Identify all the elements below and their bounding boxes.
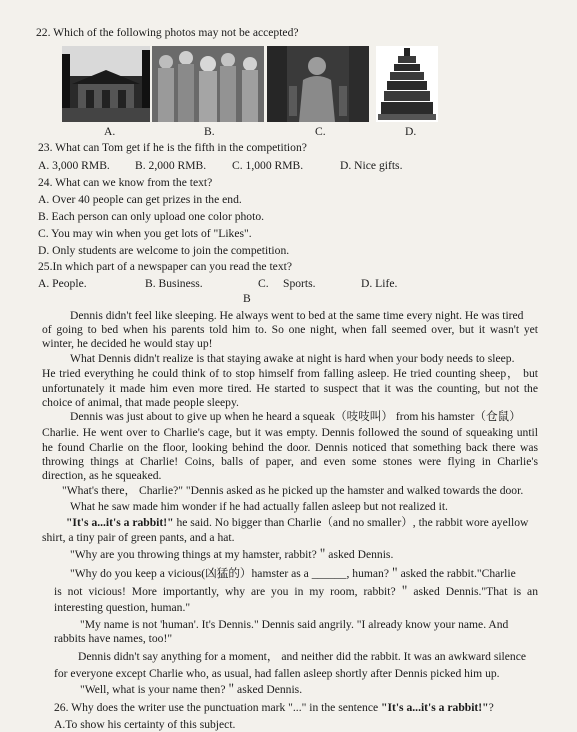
passage-line-rest: he said. No bigger than Charlie（and no smaller）, the rabbit wore ayellow [173, 516, 529, 529]
question-24: 24. What can we know from the text? [38, 176, 213, 189]
q24-option-c: C. You may win when you get lots of "Likes". [38, 227, 252, 240]
passage-line: What Dennis didn't realize is that staying awake at night is hard when your body needs to sleep. [70, 352, 515, 365]
passage-line: for everyone except Charlie who, as usual, had fallen asleep shortly after Dennis picked him up. [54, 667, 500, 680]
photo-label-b: B. [204, 125, 215, 138]
passage-line: "What's there， Charlie?" "Dennis asked as he picked up the hamster and walked towards the door. [62, 484, 524, 497]
q23-option-b: B. 2,000 RMB. [135, 159, 207, 172]
passage-line: "Why do you keep a vicious(凶猛的）hamster as a ______, human?＂asked the rabbit."Charlie [70, 567, 516, 580]
passage-line: choice of animal, that made people sleepy. [42, 396, 239, 409]
question-26: 26. Why does the writer use the punctuation mark "..." in the sentence "It's a...it's a rabbit!"? [54, 701, 494, 714]
section-heading-b: B [243, 292, 251, 305]
rabbit-quote: "It's a...it's a rabbit!" [66, 516, 174, 529]
question-25: 25.In which part of a newspaper can you read the text? [38, 260, 292, 273]
question-23: 23. What can Tom get if he is the fifth in the competition? [38, 141, 307, 154]
passage-line: unfortunately it made him even more tired. He started to suspect that it was the counting, but not the [42, 382, 538, 395]
passage-line: rabbits have names, too!" [54, 632, 173, 645]
passage-line: throwing things at Charlie! Coins, balls of paper, and even some stones were flying in Charlie's [42, 455, 538, 468]
photo-label-c: C. [315, 125, 326, 138]
passage-line: direction, as he squeaked. [42, 469, 162, 482]
q24-option-b: B. Each person can only upload one color photo. [38, 210, 265, 223]
photo-label-d: D. [405, 125, 417, 138]
q24-option-d: D. Only students are welcome to join the competition. [38, 244, 290, 257]
passage-line: he found Charlie on the floor, looking behind the door. Dennis noticed that something back there was [42, 441, 538, 454]
q25-option-c-text: Sports. [283, 277, 316, 290]
photo-b-terracotta [152, 46, 264, 122]
q25-option-d: D. Life. [361, 277, 398, 290]
passage-line: "My name is not 'human'. It's Dennis." Dennis said angrily. "I already know your name. And [80, 618, 509, 631]
q25-option-b: B. Business. [145, 277, 203, 290]
q23-option-a: A. 3,000 RMB. [38, 159, 110, 172]
passage-line-quote [66, 516, 528, 530]
passage-line: of going to bed when his parents told him to. So one night, when fall seemed over, but it wasn't yet [42, 323, 538, 336]
passage-line: "Why are you throwing things at my hamster, rabbit?＂asked Dennis. [70, 548, 394, 561]
passage-line: is not vicious! More importantly, why are you in my room, rabbit?＂asked Dennis."That is an [54, 585, 538, 598]
passage-line: What he saw made him wonder if he had actually fallen asleep but not realized it. [70, 500, 448, 513]
q24-option-a: A. Over 40 people can get prizes in the end. [38, 193, 242, 206]
q23-option-c: C. 1,000 RMB. [232, 159, 304, 172]
photo-d-pagoda [376, 46, 438, 122]
passage-line: "Well, what is your name then?＂asked Dennis. [80, 683, 303, 696]
passage-line: Dennis didn't feel like sleeping. He always went to bed at the same time every night. He was tired [70, 309, 524, 322]
q23-option-d: D. Nice gifts. [340, 159, 403, 172]
q25-option-a: A. People. [38, 277, 87, 290]
passage-line: winter, he decided he would stay up! [42, 337, 213, 350]
q26-option-a: A.To show his certainty of this subject. [54, 718, 236, 731]
photo-label-a: A. [104, 125, 116, 138]
passage-line: Dennis didn't say anything for a moment， and neither did the rabbit. It was an awkward silence [78, 650, 527, 663]
q25-option-c-letter: C. [258, 277, 269, 290]
passage-line: shirt, a tiny pair of green pants, and a hat. [42, 531, 235, 544]
passage-line: Charlie. He went over to Charlie's cage, but it was empty. Dennis followed the sound of squeaking until [42, 426, 538, 439]
photo-c-buddha [267, 46, 369, 122]
passage-line: Dennis was just about to give up when he heard a squeak（吱吱叫） from his hamster（仓鼠） [70, 410, 521, 423]
passage-line: He tried everything he could think of to stop himself from falling asleep. He tried counting sheep， but [42, 367, 538, 380]
passage-line: interesting question, human." [54, 601, 191, 614]
photo-a-pavilion [62, 46, 150, 122]
question-22: 22. Which of the following photos may not be accepted? [36, 26, 299, 39]
